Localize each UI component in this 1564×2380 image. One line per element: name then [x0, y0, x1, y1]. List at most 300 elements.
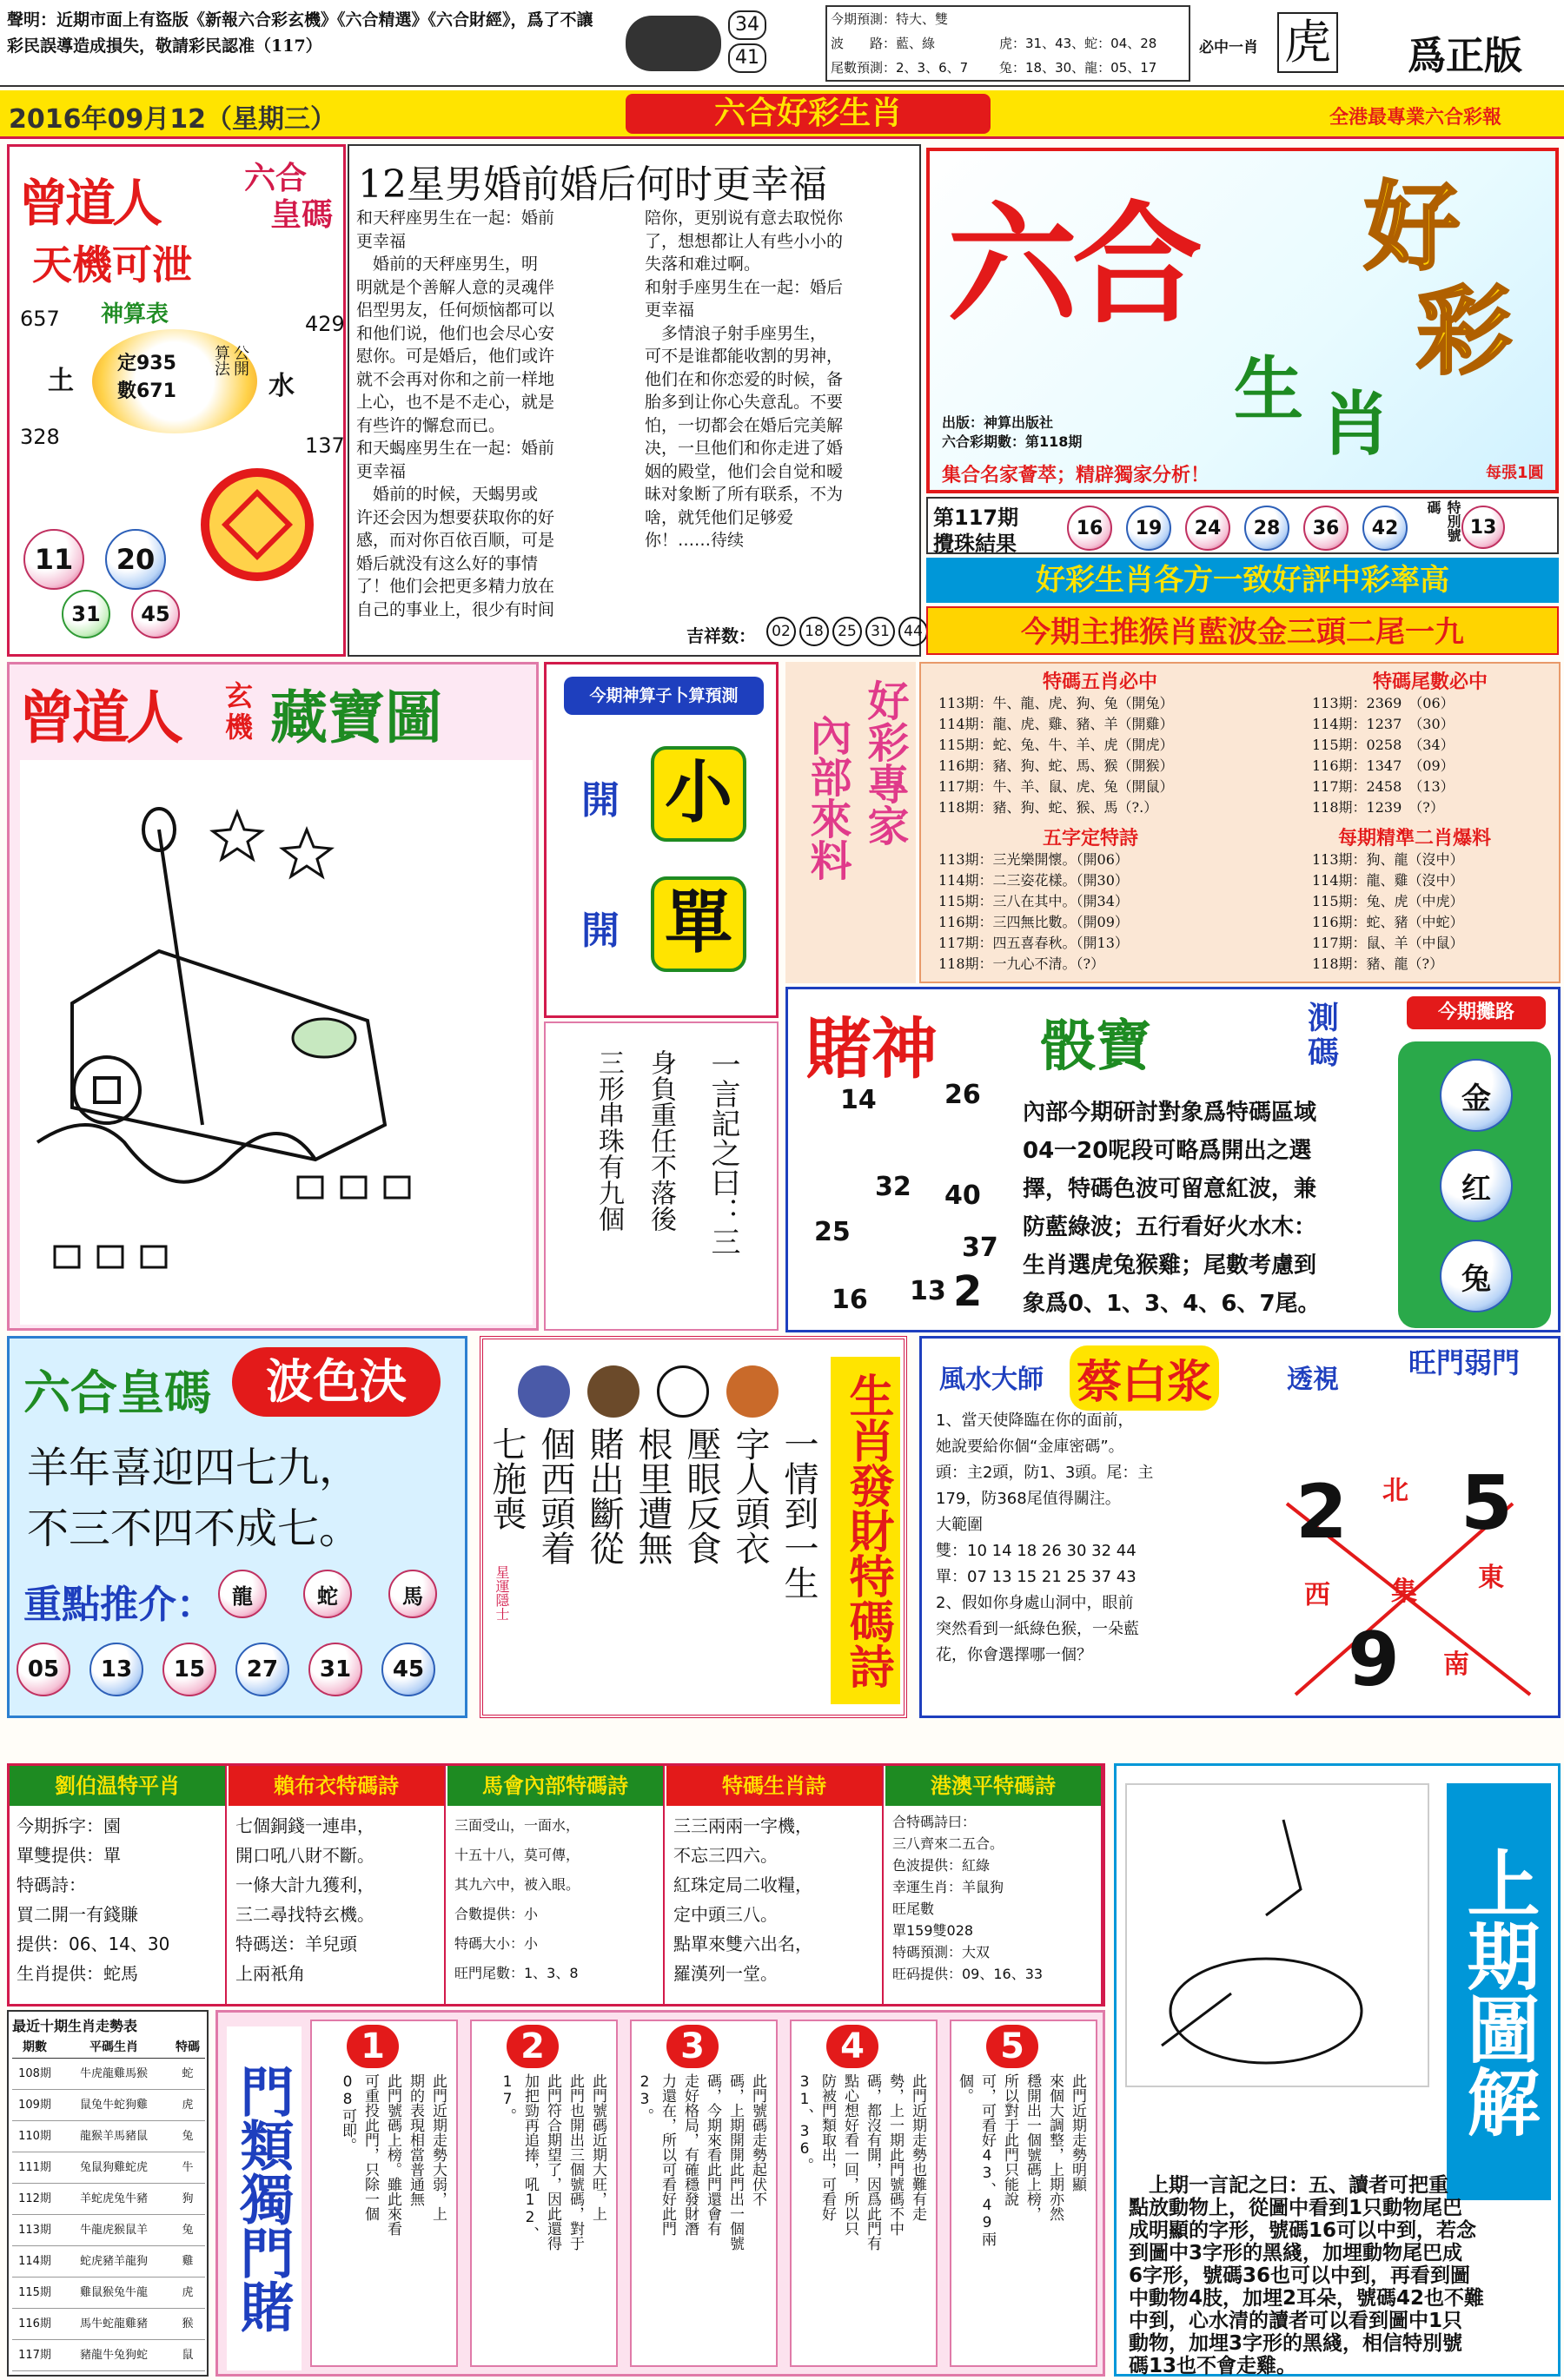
trend-cell: 蛇	[182, 2067, 194, 2080]
fengshui-line: 突然看到一紙綠色猴，一朵藍	[936, 1620, 1139, 1638]
dice-line: 象爲0、1、3、4、6、7尾。	[1023, 1291, 1321, 1317]
lucky-numbers	[766, 617, 928, 646]
trend-cell: 113期	[18, 2224, 51, 2237]
table4-list	[1312, 850, 1464, 975]
last-panel	[1114, 1763, 1561, 2377]
article-line: 多情浪子射手座男生，	[645, 323, 827, 343]
fengshui-line: 她說要給你個“金庫密碼”。	[936, 1438, 1124, 1456]
poem-card	[666, 1766, 884, 2004]
table-row: 113期：狗、龍（沒中）	[1312, 851, 1464, 868]
zodiac-numbers-2: 兔：18、30、龍：05、17	[999, 60, 1157, 76]
predict-panel	[544, 662, 779, 1018]
trend-cell: 龍猴羊馬豬鼠	[79, 2130, 148, 2143]
poem-card-line: 三二尋找特玄機。	[235, 1904, 374, 1925]
dice-title-1: 賭神	[805, 1010, 938, 1088]
lucky-label: 吉祥数：	[686, 625, 756, 646]
article-line: 有些许的懈怠而已。	[356, 415, 506, 435]
trend-table	[12, 2036, 205, 2371]
gate-card-line: 此門號碼走勢起伏不	[749, 2073, 766, 2206]
push-zodiac	[218, 1570, 437, 1618]
article-line: 婚前的时候，天蝎男或	[356, 485, 539, 504]
fengshui-text	[936, 1408, 1153, 1669]
road-ball: 金	[1440, 1059, 1513, 1132]
wave-ball: 13	[89, 1643, 143, 1696]
big-number-1: 2	[1296, 1469, 1348, 1556]
last-line: 中到，心水清的讀者可以看到圖中1只	[1129, 2310, 1463, 2332]
article-line: 婚后就没有这么好的事情	[356, 553, 539, 573]
gate-card-number: 1	[347, 2025, 399, 2068]
dir-label-1: 北	[1382, 1476, 1408, 1506]
number-br: 137	[305, 433, 345, 458]
tao-title: 曾道人	[18, 174, 160, 233]
poem-card-title: 馬會內部特碼詩	[447, 1766, 663, 1806]
side-label-2: 公開	[231, 345, 249, 376]
poem-card-line: 特碼詩：	[17, 1874, 86, 1895]
logo-price: 每張1圓	[1486, 464, 1544, 482]
trend-row	[12, 2278, 205, 2309]
table-row: 118期：豬、龍（?）	[1312, 955, 1444, 972]
poem-column: 一情到一生	[779, 1426, 818, 1600]
trend-cell: 111期	[18, 2161, 51, 2174]
dice-line: 內部今期研討對象爲特碼區域	[1023, 1100, 1317, 1126]
gate-card-line: 17。	[499, 2073, 516, 2123]
gate-panel	[215, 2010, 1105, 2377]
issue-badge	[626, 9, 773, 78]
gate-card-line: 此門近期走勢也難有走	[909, 2073, 926, 2221]
gate-card-text	[633, 2073, 769, 2360]
logo-publisher: 出版：神算出版社	[942, 414, 1054, 431]
dir-label-4: 南	[1443, 1649, 1469, 1680]
gate-card-line: 此門近期走勢大弱，上	[429, 2073, 447, 2221]
genuine-label: 爲正版	[1408, 34, 1522, 78]
water-label: 水	[268, 371, 295, 401]
article-line: 慰你。可是婚后，他们或许	[356, 347, 555, 366]
animal-icon-3	[657, 1365, 709, 1418]
predict-heading: 今期神算子卜算預測	[564, 677, 764, 715]
poem-card-title: 賴布衣特碼詩	[229, 1766, 444, 1806]
article-line: 就不会再对你和之前一样地	[356, 369, 555, 389]
poem-card-line: 買二開一有錢賺	[17, 1904, 138, 1925]
poem-card-body	[885, 1806, 1101, 1990]
lucky-number: 02	[766, 617, 796, 646]
trend-cell: 兔	[182, 2130, 194, 2143]
road-ball: 兔	[1440, 1240, 1513, 1312]
gate-card-line: 此門符合期望了，因此還得	[544, 2073, 561, 2251]
trend-cell: 蛇虎豬羊龍狗	[79, 2255, 148, 2268]
result-ball: 28	[1244, 506, 1289, 551]
poem-panel	[480, 1336, 907, 1718]
center-value-2: 數671	[117, 380, 176, 402]
wave-balls	[17, 1643, 435, 1696]
table-row: 115期：蛇、兔、牛、羊、虎（開虎）	[938, 737, 1174, 753]
gate-card-line: 碼，今期來看此門還會有	[704, 2073, 721, 2236]
trend-cell: 猴	[182, 2317, 194, 2330]
table-row: 118期：1239 （?）	[1312, 799, 1444, 816]
table3-list	[938, 850, 1129, 975]
poem-card-line: 七個銅錢一連串，	[235, 1815, 374, 1836]
tao-ball-1: 11	[23, 529, 84, 590]
article-line: 陪你，更别说有意去取悦你	[645, 208, 844, 228]
dice-title-2: 骰寶	[1040, 1015, 1151, 1079]
trend-cell: 110期	[18, 2130, 51, 2143]
treasure-drawing	[20, 760, 533, 1325]
trend-cell: 116期	[18, 2317, 51, 2330]
dice-number: 16	[832, 1285, 868, 1315]
gate-card-line: 防被門類取出，可看好	[818, 2073, 836, 2221]
fengshui-line: 大範圍	[936, 1516, 983, 1534]
forecast-line-2: 波 路：藍、綠	[831, 36, 936, 51]
logo-sub-2: 肖	[1321, 383, 1390, 465]
treasure-sketch	[20, 760, 533, 1325]
gate-card-line: 個。	[956, 2073, 973, 2103]
dir-label-3: 西	[1304, 1580, 1330, 1610]
issue-badge-top: 34	[728, 10, 766, 40]
trend-panel	[7, 2010, 209, 2377]
poem-card-line: 旺門尾數：1、3、8	[454, 1965, 579, 1981]
gate-card	[470, 2020, 618, 2367]
fengshui-line: 頭：主2頭，防1、3頭。尾：主	[936, 1464, 1154, 1482]
poem-card-line: 單雙提供：單	[17, 1845, 121, 1866]
trend-cell: 虎	[182, 2286, 194, 2299]
article-line: 了，想想都让人有些小小的	[645, 231, 844, 251]
trend-header-cell: 期數	[23, 2040, 47, 2054]
number-tr: 429	[305, 312, 345, 336]
dice-line: 生肖選虎兔猴雞；尾數考慮到	[1023, 1253, 1317, 1279]
gate-card-text	[953, 2073, 1089, 2360]
trend-cell: 牛	[182, 2161, 194, 2174]
gate-card-line: 走好格局，有確穩發財潛	[681, 2073, 699, 2236]
article-line: 和射手座男生在一起：婚后	[645, 277, 844, 297]
table-row: 116期：三四無比數。（開09）	[938, 914, 1129, 930]
article-line: 胎多到让你心失意乱。不要	[645, 393, 844, 412]
poem-card-line: 特碼送：羊兒頭	[235, 1934, 357, 1954]
animal-icon-4	[726, 1365, 779, 1418]
gate-card-line: 08可即。	[339, 2073, 356, 2152]
push-label: 重點推介：	[23, 1583, 215, 1627]
table-row: 116期：1347 （09）	[1312, 757, 1455, 774]
poem-card-line: 幸運生肖：羊鼠狗	[892, 1879, 1004, 1895]
article-line: 他们在和你恋爱的时候，备	[645, 369, 844, 389]
wave-poem-1: 羊年喜迎四七九，	[27, 1444, 361, 1492]
fengshui-panel	[919, 1336, 1561, 1718]
wave-ball: 45	[381, 1643, 435, 1696]
wave-ball: 31	[308, 1643, 362, 1696]
big-number-2: 5	[1461, 1460, 1513, 1547]
riddle-line-3: 三形串珠有九個	[593, 1049, 624, 1232]
article-line: 更幸福	[356, 231, 407, 251]
article-line: 你！……待续	[645, 531, 745, 550]
dice-number: 25	[814, 1217, 851, 1247]
riddle-panel	[544, 1021, 779, 1331]
poem-card-line: 定中頭三八。	[673, 1904, 778, 1925]
table-row: 117期：牛、羊、鼠、虎、兔（開鼠）	[938, 778, 1174, 795]
gate-title: 門類獨門賭	[227, 2026, 302, 2370]
result-ball: 16	[1067, 506, 1112, 551]
internal-label-2: 內部來料	[803, 714, 852, 881]
poem-card-body	[666, 1806, 882, 1993]
gate-card-line: 可，可看好43、49兩	[978, 2073, 996, 2246]
trend-cell: 牛龍虎猴鼠羊	[79, 2224, 148, 2237]
last-line: 中動物4肢，加埋2耳朵，號碼42也不難	[1129, 2287, 1485, 2310]
poem-card-line: 特碼大小：小	[454, 1935, 539, 1952]
poem-column: 壓眼反食	[681, 1426, 721, 1565]
road-column	[1398, 1041, 1551, 1328]
poem-card-title: 港澳平特碼詩	[885, 1766, 1101, 1806]
fengshui-title-4: 旺門弱門	[1408, 1346, 1521, 1379]
road-label: 今期攤路	[1407, 996, 1546, 1029]
poem-animals	[518, 1357, 796, 1426]
wave-title: 六合皇碼	[23, 1365, 211, 1420]
open-label-1: 開	[581, 778, 620, 823]
table-row: 115期：三八在其中。（開34）	[938, 893, 1129, 909]
trend-cell: 雞	[182, 2255, 194, 2268]
poem-card-line: 旺码提供：09、16、33	[892, 1966, 1044, 1982]
page-header	[0, 0, 1564, 87]
poem-card-line: 一條大計九獲利，	[235, 1874, 374, 1895]
trend-cell: 雞鼠猴兔牛龍	[79, 2286, 148, 2299]
earth-label: 土	[48, 366, 74, 396]
wave-ball: 05	[17, 1643, 70, 1696]
must-win-value: 虎	[1277, 12, 1338, 73]
gate-card	[790, 2020, 938, 2367]
last-title: 上期圖解	[1447, 1783, 1551, 2200]
table-row: 114期：1237 （30）	[1312, 716, 1455, 732]
trend-header-cell: 平碼生肖	[89, 2040, 138, 2054]
center-value-1: 定935	[117, 353, 176, 374]
table-row: 118期：一九心不清。（?）	[938, 955, 1105, 972]
logo-big-3: 彩	[1416, 275, 1512, 387]
open-label-2: 開	[581, 909, 620, 953]
riddle-line-1: 一言記之曰：三	[706, 1049, 740, 1256]
praise-bar: 好彩生肖各方一致好評中彩率高	[926, 558, 1559, 603]
result-panel	[926, 497, 1559, 554]
riddle-line-2: 身負重任不落後	[646, 1049, 676, 1232]
number-tl: 657	[20, 307, 60, 331]
poem-card	[885, 1766, 1103, 2004]
dice-number: 32	[875, 1172, 911, 1202]
gate-card-text	[793, 2073, 929, 2360]
dice-number: 37	[962, 1233, 998, 1263]
banner-title: 六合好彩生肖	[626, 94, 991, 134]
poem-card-body	[229, 1806, 444, 1993]
trend-row	[12, 2215, 205, 2246]
article-line: 失落和难过啊。	[645, 255, 761, 274]
gate-card-line: 碼，上期開開此門出一個號	[726, 2073, 744, 2251]
fengshui-line: 雙：10 14 18 26 30 32 44	[936, 1542, 1137, 1560]
trend-cell: 112期	[18, 2192, 51, 2205]
poem-card-line: 特碼預測：大双	[892, 1944, 991, 1960]
trend-cell: 兔鼠狗雞蛇虎	[79, 2161, 148, 2174]
poem-card	[447, 1766, 665, 2004]
wave-panel	[7, 1336, 467, 1718]
result-label-1: 第117期	[933, 506, 1019, 530]
article-line: 决，一旦他们和你走进了婚	[645, 439, 844, 458]
poem-card-line: 提供：06、14、30	[17, 1934, 170, 1954]
table3-title: 五字定特詩	[1043, 828, 1139, 850]
article-column-2	[645, 207, 918, 552]
last-line: 成明顯的字形，號碼16可以中到，若念	[1129, 2219, 1477, 2242]
forecast-line-3: 尾數預測：2、3、6、7	[831, 60, 969, 76]
fengshui-diagram	[1252, 1408, 1547, 1712]
article-line: 上心，也不是不走心，就是	[356, 393, 555, 412]
dice-number: 14	[840, 1085, 877, 1115]
table-row: 115期：0258 （34）	[1312, 737, 1455, 753]
poem-card-line: 三三兩兩一字機，	[673, 1815, 812, 1836]
must-win-label: 必中一肖	[1199, 39, 1258, 56]
table4-title: 每期精準二肖爆料	[1338, 828, 1492, 850]
poem-column: 字人頭衣	[730, 1426, 770, 1565]
article-line: 明就是个善解人意的灵魂伴	[356, 277, 555, 297]
gate-card-line: 31、36。	[796, 2073, 813, 2172]
tao-subtitle-2: 皇碼	[270, 197, 334, 233]
main-push-bar: 今期主推猴肖藍波金三頭二尾一九	[926, 606, 1559, 655]
gate-card-text	[336, 2073, 449, 2360]
trend-cell: 豬龍牛兔狗蛇	[79, 2349, 148, 2362]
last-sketch	[1125, 1783, 1429, 2087]
tao-ball-4: 45	[131, 590, 180, 638]
gate-card-line: 碼，都沒有開，因爲此門有	[864, 2073, 881, 2251]
wave-poem-2: 不三不四不成七。	[27, 1504, 361, 1553]
table-row: 114期：二三姿花樣。（開30）	[938, 872, 1129, 889]
wave-ball: 27	[235, 1643, 289, 1696]
animal-icon-2	[587, 1365, 640, 1418]
poem-card-line: 合特碼詩曰：	[892, 1814, 977, 1830]
poem-card-line: 羅漢列一堂。	[673, 1963, 778, 1984]
article-column-1	[356, 207, 643, 621]
gate-card-line: 力還在，所以可看好此門	[659, 2073, 676, 2236]
poem-card-body	[10, 1806, 225, 1993]
last-line: 點放動物上，從圖中看到1只動物尾巴	[1129, 2197, 1463, 2219]
poem-card	[10, 1766, 227, 2004]
result-ball: 42	[1362, 506, 1408, 551]
poem-card-line: 點單來雙六出名，	[673, 1934, 812, 1954]
fengshui-line: 花，你會選擇哪一個？	[936, 1646, 1092, 1664]
poem-card-title: 特碼生肖詩	[666, 1766, 882, 1806]
fengshui-line: 1、當天使降臨在你的面前，	[936, 1411, 1134, 1430]
trend-row	[12, 2090, 205, 2121]
trend-row	[12, 2059, 205, 2090]
poem-card	[229, 1766, 446, 2004]
lucky-number: 31	[865, 617, 895, 646]
trend-header-cell: 特碼	[176, 2040, 200, 2054]
lucky-number: 18	[799, 617, 829, 646]
treasure-title-3: 藏寶圖	[270, 684, 442, 751]
last-line: 上期一言記之曰：五、讀者可把重	[1129, 2174, 1448, 2197]
trend-cell: 虎	[182, 2099, 194, 2112]
poem-card-line: 開口吼八財不斷。	[235, 1845, 374, 1866]
poem-column: 個西頭着	[535, 1426, 575, 1565]
date-text: 2016年09月12（星期三）	[9, 104, 336, 135]
poem-card-line: 紅珠定局二收糧，	[673, 1874, 812, 1895]
trend-cell: 馬牛蛇龍雞豬	[79, 2317, 148, 2330]
logo-big-1: 六合	[947, 188, 1198, 341]
gate-card-number: 3	[666, 2025, 719, 2068]
table-row: 117期：2458 （13）	[1312, 778, 1455, 795]
result-ball: 19	[1126, 506, 1171, 551]
logo-big-2: 好	[1364, 171, 1460, 283]
gate-card-text	[496, 2073, 609, 2360]
lucky-number: 44	[898, 617, 928, 646]
predict-parity: 單	[651, 876, 746, 972]
article-line: 婚前的天秤座男生，明	[356, 255, 539, 274]
article-line: 更幸福	[356, 461, 407, 481]
dice-text	[1023, 1094, 1321, 1323]
zodiac-numbers-1: 虎：31、43、蛇：04、28	[999, 36, 1157, 51]
gate-card-line: 23。	[636, 2073, 653, 2123]
table2-title: 特碼尾數必中	[1373, 671, 1488, 693]
article-line: 可不是谁都能收割的男神，	[645, 347, 844, 366]
gate-card-number: 5	[986, 2025, 1038, 2068]
logo-tagline: 集合名家薈萃；精辟獨家分析！	[942, 465, 1210, 486]
forecast-box	[825, 5, 1190, 82]
last-text	[1129, 2174, 1484, 2377]
poem-card-title: 劉伯温特平肖	[10, 1766, 225, 1806]
poem-card-line: 色波提供：紅綠	[892, 1857, 991, 1874]
gate-card-line: 所以對于此門只能說	[1001, 2073, 1018, 2206]
article-line: 昧对象断了所有联系，不为	[645, 485, 844, 504]
trend-row	[12, 2340, 205, 2371]
trend-row	[12, 2184, 205, 2215]
notice-text: 聲明：近期市面上有盜版《新報六合彩玄機》《六合精選》《六合財經》，爲了不讓彩民誤導造成損失，敬請彩民認准（117）	[7, 10, 593, 56]
poem-card-line: 不忘三四六。	[673, 1845, 778, 1866]
table-row: 116期：蛇、豬（中蛇）	[1312, 914, 1464, 930]
internal-label-1: 好彩專家	[860, 679, 909, 846]
banner	[0, 90, 1564, 139]
road-ball: 红	[1440, 1149, 1513, 1222]
dice-line: 擇，特碼色波可留意紅波，兼	[1023, 1176, 1317, 1202]
gate-card	[630, 2020, 778, 2367]
article-line: 了！他们会把更多精力放在	[356, 577, 555, 596]
table-row: 113期：三光樂開懷。（開06）	[938, 851, 1129, 868]
table1-list	[938, 693, 1174, 818]
gate-card-number: 4	[826, 2025, 878, 2068]
treasure-title-2: 玄機	[225, 679, 254, 744]
dice-number: 26	[944, 1080, 981, 1110]
dice-number: 2	[953, 1267, 983, 1316]
special-ball: 13	[1461, 506, 1505, 549]
gate-card-line: 此門號碼上榜。雖此來看	[384, 2073, 401, 2236]
gate-card-line: 此門號碼近期大旺，上	[589, 2073, 606, 2221]
article-line: 自己的事业上，很少有时间	[356, 599, 555, 619]
poem-card-line: 生肖提供：蛇馬	[17, 1963, 138, 1984]
table-row: 114期：龍、虎、雞、豬、羊（開雞）	[938, 716, 1174, 732]
trend-cell: 狗	[182, 2192, 194, 2205]
trend-cell: 羊蛇虎兔牛豬	[79, 2192, 148, 2205]
logo-issue: 六合彩期數：第118期	[942, 433, 1083, 450]
result-ball: 24	[1185, 506, 1230, 551]
poem-card-line: 單159雙028	[892, 1922, 974, 1939]
trend-cell: 114期	[18, 2255, 51, 2268]
dice-number: 13	[910, 1276, 946, 1306]
gate-cards	[310, 2020, 1101, 2370]
last-line: 6字形，號碼36也可以中到，再看到圖	[1129, 2264, 1471, 2287]
last-line: 碼13也不會走雞。	[1129, 2355, 1297, 2377]
chart-title: 神算表	[101, 301, 169, 327]
trend-cell: 109期	[18, 2099, 51, 2112]
trend-cell: 牛虎龍雞馬猴	[79, 2067, 148, 2080]
poem-card-body	[447, 1806, 663, 1993]
gate-card-line: 穩開出一個號碼上榜，	[1024, 2073, 1041, 2221]
fengshui-line: 179，防368尾值得關注。	[936, 1490, 1121, 1508]
article-line: 和他们说，他们也会尽心安	[356, 323, 555, 343]
gate-card-line: 此門近期走勢明顯	[1069, 2073, 1086, 2192]
table-row: 113期：牛、龍、虎、狗、兔（開兔）	[938, 695, 1174, 711]
trend-cell: 鼠兔牛蛇狗雞	[79, 2099, 148, 2112]
animal-icon-1	[518, 1365, 570, 1418]
push-zodiac-ball: 蛇	[303, 1570, 352, 1618]
article-panel	[348, 144, 921, 657]
gate-card	[950, 2020, 1097, 2367]
